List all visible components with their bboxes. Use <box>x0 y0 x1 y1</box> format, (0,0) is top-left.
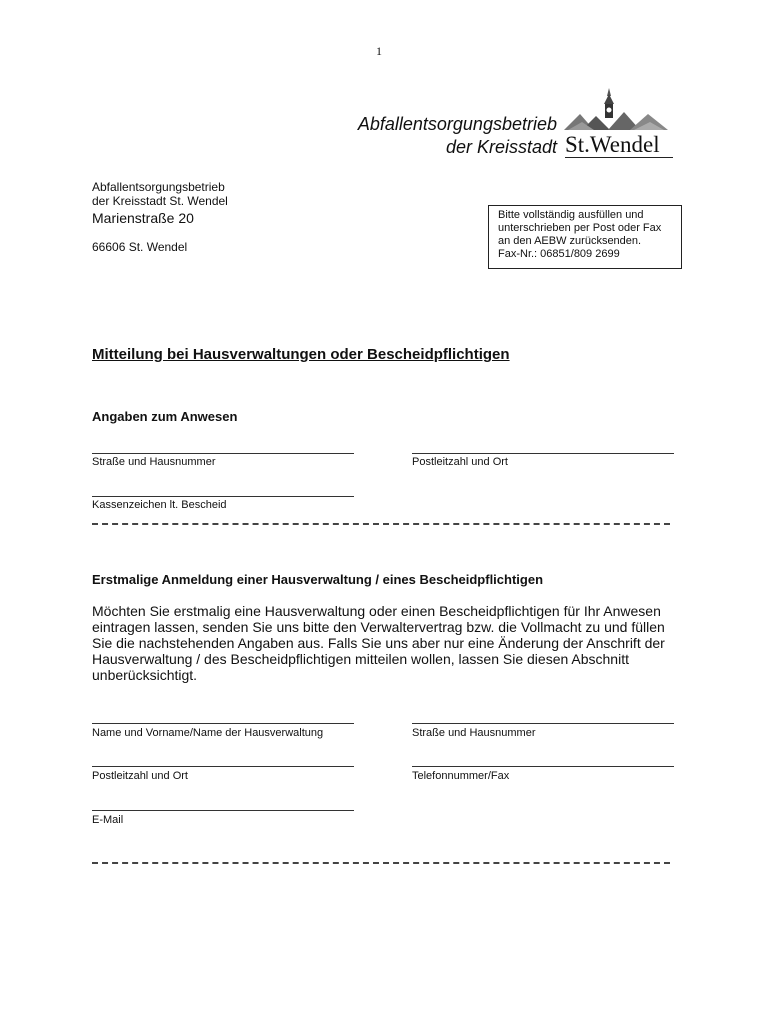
phone-fax-field-label: Telefonnummer/Fax <box>412 770 510 782</box>
notice-line4: Fax-Nr.: 06851/809 2699 <box>498 248 620 260</box>
paragraph-line: Sie die nachstehenden Angaben aus. Falls Sie uns aber nur eine Änderung der Anschrift der <box>92 635 665 651</box>
section-heading-first-registration: Erstmalige Anmeldung einer Hausverwaltung / eines Bescheidpflichtigen <box>92 572 544 587</box>
name-field-label: Name und Vorname/Name der Hausverwaltung <box>92 727 324 739</box>
email-input-line[interactable] <box>92 810 354 811</box>
address-line2: der Kreisstadt St. Wendel <box>92 194 228 208</box>
management-street-field-label: Straße und Hausnummer <box>412 727 536 739</box>
organization-name-line1: Abfallentsorgungsbetrieb <box>357 114 557 134</box>
zip-city-input-line[interactable] <box>412 453 674 454</box>
address-city: 66606 St. Wendel <box>92 240 188 254</box>
street-input-line[interactable] <box>92 453 354 454</box>
address-line1: Abfallentsorgungsbetrieb <box>92 180 225 194</box>
page-number: 1 <box>376 44 382 58</box>
organization-name-line2: der Kreisstadt <box>445 137 557 157</box>
dashed-separator <box>92 862 670 864</box>
street-field-label: Straße und Hausnummer <box>92 456 216 468</box>
notice-box <box>488 205 682 269</box>
cash-reference-field-label: Kassenzeichen lt. Bescheid <box>92 499 227 511</box>
document-title: Mitteilung bei Hausverwaltungen oder Bescheidpflichtigen <box>92 346 510 363</box>
address-street: Marienstraße 20 <box>92 210 194 226</box>
management-zip-city-field-label: Postleitzahl und Ort <box>92 770 188 782</box>
dashed-separator <box>92 523 670 525</box>
name-input-line[interactable] <box>92 723 354 724</box>
paragraph-line: Hausverwaltung / des Bescheidpflichtigen mitteilen wollen, lassen Sie diesen Abschnitt <box>92 651 629 667</box>
paragraph-line: unberücksichtigt. <box>92 667 198 683</box>
instructions-paragraph <box>92 603 692 683</box>
zip-city-field-label: Postleitzahl und Ort <box>412 456 508 468</box>
notice-line1: Bitte vollständig ausfüllen und <box>498 209 644 221</box>
notice-line2: unterschrieben per Post oder Fax <box>498 222 662 234</box>
section-heading-property: Angaben zum Anwesen <box>92 409 238 424</box>
logo-wordmark: St.Wendel <box>565 132 660 157</box>
logo-underline <box>565 157 673 158</box>
email-field-label: E-Mail <box>92 814 124 826</box>
paragraph-line: eintragen lassen, senden Sie uns bitte den Verwaltervertrag bzw. die Vollmacht zu und füllen <box>92 619 665 635</box>
management-zip-city-input-line[interactable] <box>92 766 354 767</box>
city-skyline-logo-icon <box>564 86 674 136</box>
management-street-input-line[interactable] <box>412 723 674 724</box>
notice-line3: an den AEBW zurücksenden. <box>498 235 642 247</box>
cash-reference-input-line[interactable] <box>92 496 354 497</box>
paragraph-line: Möchten Sie erstmalig eine Hausverwaltung oder einen Bescheidpflichtigen für Ihr Anwesen <box>92 603 661 619</box>
phone-fax-input-line[interactable] <box>412 766 674 767</box>
